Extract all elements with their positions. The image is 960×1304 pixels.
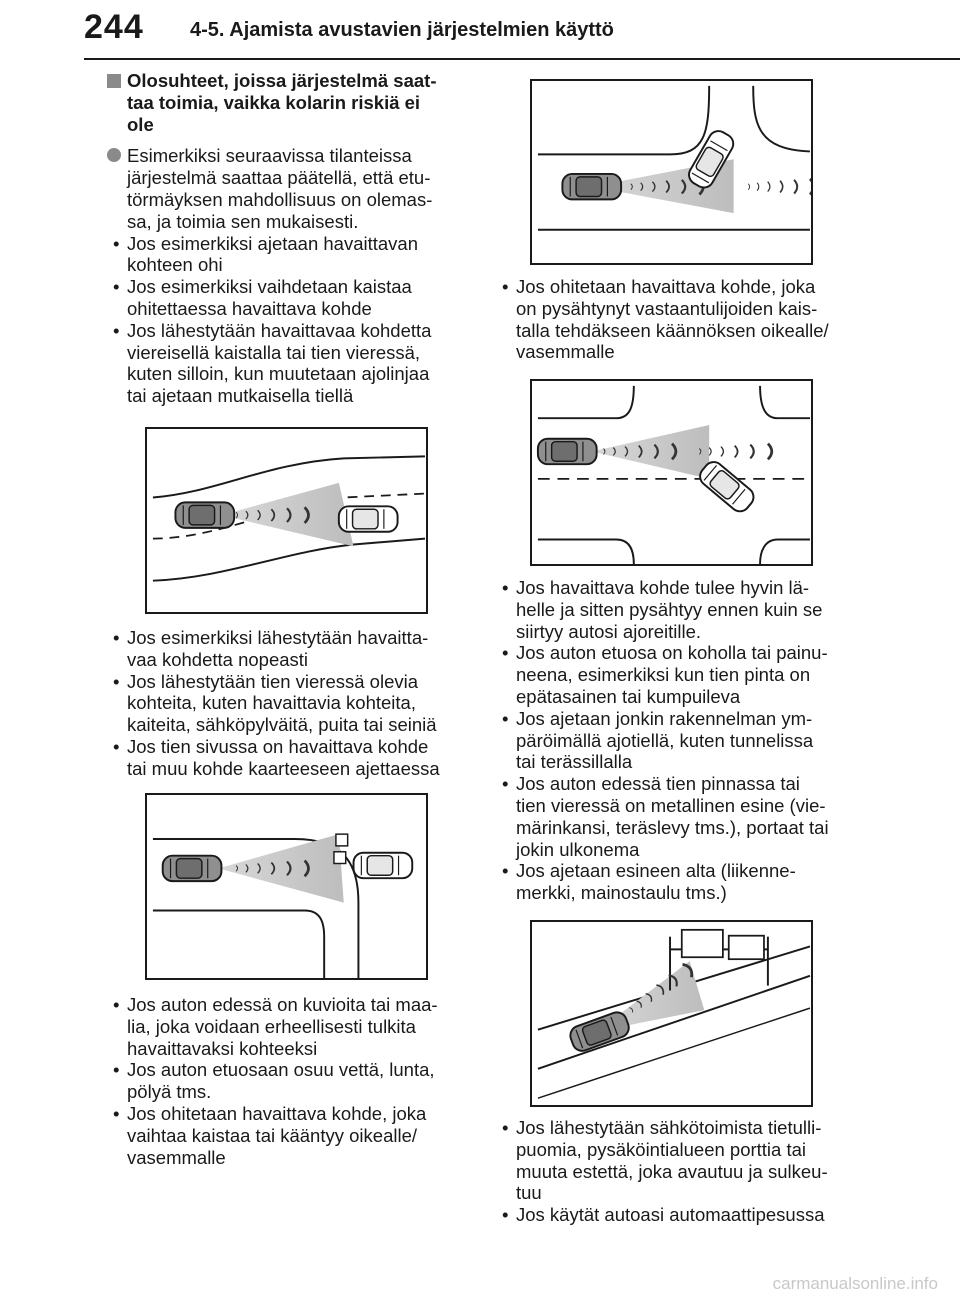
bullet-list-left-3	[107, 994, 467, 1168]
list-item: • Jos tien sivussa on havaittava kohde tai muu kohde kaarteeseen ajettaessa	[107, 736, 467, 780]
list-item: • Jos auton edessä tien pinnassa tai tien vieressä on metallinen esine (vie- märinkansi, teräslevy tms.), portaat tai jokin ulkonema	[496, 773, 866, 860]
list-item: • Jos ajetaan jonkin rakennelman ym- päröimällä ajotiellä, kuten tunnelissa tai terässillalla	[496, 708, 866, 773]
bullet-list-left-1	[107, 233, 467, 407]
square-bullet-icon	[107, 74, 121, 88]
turning-car-illustration	[532, 81, 811, 263]
list-item: • Jos auton etuosaan osuu vettä, lunta, pölyä tms.	[107, 1059, 467, 1103]
left-column-3	[107, 994, 467, 1168]
curved-road-illustration	[147, 429, 426, 612]
list-item: • Jos auton edessä on kuvioita tai maa- lia, joka voidaan erheellisesti tulkita havaittavaksi kohteeksi	[107, 994, 467, 1059]
list-item: • Jos havaittava kohde tulee hyvin lä- helle ja sitten pysähtyy ennen kuin se siirtyy autosi ajoreitille.	[496, 577, 866, 642]
right-column-3	[496, 1117, 866, 1226]
figure-intersection	[530, 379, 813, 566]
right-column-2	[496, 577, 866, 904]
page-header	[0, 0, 960, 62]
list-item: • Jos esimerkiksi vaihdetaan kaistaa ohitettaessa havaittava kohde	[107, 276, 467, 320]
left-column-2	[107, 627, 467, 780]
circle-bullet-icon	[107, 148, 121, 162]
list-item: • Jos ohitetaan havaittava kohde, joka on pysähtynyt vastaantulijoiden kais- talla tehdäkseen käännöksen oikealle/ vasemmalle	[496, 276, 866, 363]
list-item: • Jos lähestytään havaittavaa kohdetta viereisellä kaistalla tai tien vieressä, kuten silloin, kun muutetaan ajolinjaa tai ajetaan mutkaisella tiellä	[107, 320, 467, 407]
list-item: • Jos ohitetaan havaittava kohde, joka vaihtaa kaistaa tai kääntyy oikealle/ vasemmalle	[107, 1103, 467, 1168]
header-rule	[84, 58, 960, 60]
figure-corner-road	[145, 793, 428, 980]
intro-paragraph: Esimerkiksi seuraavissa tilanteissa järjestelmä saattaa päätellä, että etu- törmäyksen mahdollisuus on olemas- sa, ja toimia sen mukaisesti.	[107, 145, 467, 232]
figure-turning-car	[530, 79, 813, 265]
footer-watermark: carmanualsonline.info	[772, 1274, 938, 1293]
list-item: • Jos lähestytään tien vieressä olevia kohteita, kuten havaittavia kohteita, kaiteita, sähköpylväitä, puita tai seiniä	[107, 671, 467, 736]
list-item: • Jos lähestytään sähkötoimista tietulli- puomia, pysäköintialueen porttia tai muuta estettä, joka avautuu ja sulkeu- tuu	[496, 1117, 866, 1204]
bullet-list-right-1	[496, 276, 866, 363]
list-item: • Jos auton etuosa on koholla tai painu- neena, esimerkiksi kun tien pinta on epätasainen tai kumpuileva	[496, 642, 866, 707]
list-item: • Jos esimerkiksi lähestytään havaitta- vaa kohdetta nopeasti	[107, 627, 467, 671]
corner-road-illustration	[147, 795, 426, 978]
intersection-illustration	[532, 381, 811, 564]
overhead-sign-illustration	[532, 922, 811, 1105]
list-item: • Jos käytät autoasi automaattipesussa	[496, 1204, 866, 1226]
section-heading: Olosuhteet, joissa järjestelmä saat- taa toimia, vaikka kolarin riskiä ei ole	[107, 70, 467, 135]
bullet-list-left-2	[107, 627, 467, 780]
left-column	[107, 70, 467, 407]
figure-overhead-sign	[530, 920, 813, 1107]
list-item: • Jos ajetaan esineen alta (liikenne- merkki, mainostaulu tms.)	[496, 860, 866, 904]
list-item: • Jos esimerkiksi ajetaan havaittavan kohteen ohi	[107, 233, 467, 277]
bullet-list-right-2	[496, 577, 866, 904]
bullet-list-right-3	[496, 1117, 866, 1226]
chapter-title: 4-5. Ajamista avustavien järjestelmien käyttö	[190, 19, 614, 41]
figure-curved-road	[145, 427, 428, 614]
right-column-1	[496, 276, 866, 363]
page-number: 244	[84, 8, 144, 46]
